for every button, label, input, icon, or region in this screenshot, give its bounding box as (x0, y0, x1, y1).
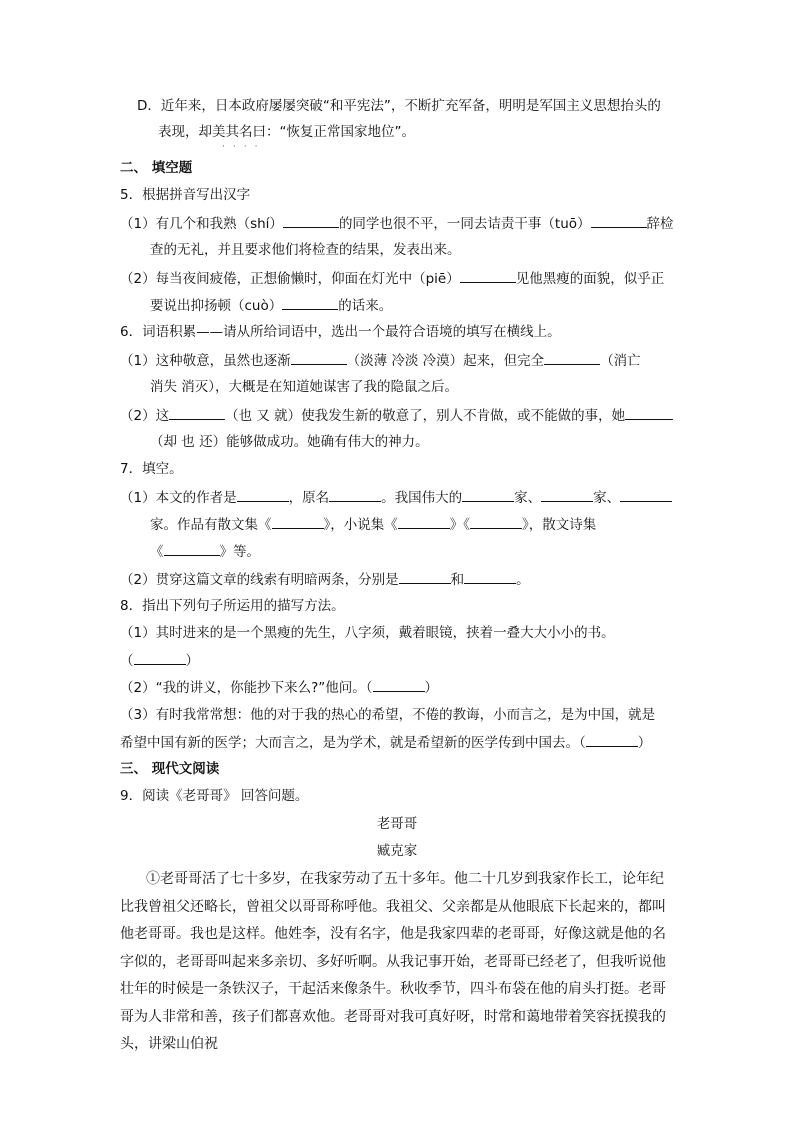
q5-title: 5．根据拼音写出汉字 (120, 187, 251, 203)
answer-blank[interactable] (586, 732, 638, 747)
answer-blank[interactable] (398, 514, 450, 529)
q7-sub1 (120, 487, 672, 508)
answer-blank[interactable] (620, 487, 672, 502)
q5-s2-line2-text-a: 要说出抑扬顿（cuò） (150, 298, 283, 314)
q6-title: 6．词语积累——请从所给词语中，选出一个最符合语境的填写在横线上。 (120, 324, 561, 340)
q8-sub3-line1: （3）有时我常常想：他的对于我的热心的希望，不倦的教诲，小而言之，是为中国，就是 (120, 707, 656, 723)
paren-open: （ (365, 680, 373, 696)
answer-blank[interactable] (541, 487, 593, 502)
answer-blank[interactable] (169, 405, 225, 420)
q6-sub1 (120, 350, 641, 371)
q5-s2-line2-text-b: 的话来。 (338, 298, 393, 314)
paren-close: ） (424, 680, 438, 696)
answer-blank[interactable] (272, 514, 324, 529)
answer-blank[interactable] (460, 268, 516, 283)
q5-sub2 (120, 268, 664, 289)
answer-blank[interactable] (291, 350, 347, 365)
answer-blank[interactable] (464, 569, 516, 584)
answer-blank[interactable] (544, 350, 600, 365)
q8-title: 8．指出下列句子所运用的描写方法。 (120, 598, 345, 614)
q8-sub1: （1）其时进来的是一个黑瘦的先生，八字须，戴着眼镜，挟着一叠大大小小的书。 (120, 625, 615, 641)
q7-s1-text-e: 家、 (593, 490, 621, 506)
q7-s1-text-a: （1）本文的作者是 (120, 490, 237, 506)
q6-s1-text-b: （淡薄 冷淡 冷漠）起来，但完全 (346, 353, 545, 369)
q8-sub2 (120, 677, 438, 698)
q7-sub1-line2 (150, 514, 596, 535)
q7-s2-text-b: 和 (450, 572, 465, 588)
section-3-title: 三、 现代文阅读 (120, 761, 220, 777)
q5-s2-text-a: （2）每当夜间疲倦，正想偷懒时，仰面在灯光中（piē） (120, 271, 460, 287)
paren-open: （ (120, 653, 134, 669)
q7-s1-line2-text-d: 》，散文诗集 (522, 517, 597, 533)
paren-close: ） (185, 653, 199, 669)
q5-s1-text-b: 的同学也很不平，一同去诘责干事（tuō） (338, 216, 591, 232)
q7-s2-text-c: 。 (516, 572, 530, 588)
article-paragraph-1: ①老哥哥活了七十多岁，在我家劳动了五十多年。他二十几岁到我家作长工，论年纪比我曾祖父还略长，曾祖父以哥哥称呼他。我祖父、父亲都是从他眼底下长起来的，都叫他老哥哥。我也是这样。他姓李，没有名字，他是我家四辈的老哥哥，好像这就是他的名字似的，老哥哥叫起来多亲切、多好听啊。从我记事开始，老哥哥已经老了，但我听说他壮年的时候是一条铁汉子，干起活来像条牛。秋收季节，四斗布袋在他的肩头打挺。老哥哥为人非常和善，孩子们都喜欢他。老哥哥对我可真好呀，时常和蔼地带着笑容抚摸我的头，讲梁山伯祝 (120, 871, 666, 1052)
q8-sub1-answer (120, 650, 199, 671)
q7-s1-text-b: ，原名 (288, 490, 330, 506)
q7-s1-line3-text-a: 《 (150, 544, 164, 560)
q5-s1-text-c: 辞检 (646, 216, 674, 232)
answer-blank[interactable] (591, 213, 647, 228)
q6-s2-text-a: （2）这 (120, 408, 170, 424)
q8-s3-line2-text: 希望中国有新的医学；大而言之，是为学术，就是希望新的医学传到中国去。 (120, 735, 579, 751)
paren-close: ） (637, 735, 652, 751)
q7-s1-line2-text-a: 家。作品有散文集《 (150, 517, 272, 533)
q7-s1-text-c: 。我国伟大的 (381, 490, 463, 506)
q6-sub2-line2: （却 也 还）能够做成功。她确有伟大的神力。 (150, 434, 429, 450)
q5-sub2-line2 (150, 295, 392, 316)
article-title: 老哥哥 (376, 816, 418, 832)
q6-s2-text-b: （也 又 就）使我发生新的敬意了，别人不肯做，或不能做的事，她 (225, 408, 626, 424)
section-2-title: 二、 填空题 (120, 160, 193, 176)
q4-option-d-line2: 表现，却美其名曰：“恢复正常国家地位”。 (158, 124, 415, 140)
q5-sub1-line2: 查的无礼，并且要求他们将检查的结果，发表出来。 (150, 242, 461, 258)
answer-blank[interactable] (237, 487, 289, 502)
q9-title: 9．阅读《老哥哥》 回答问题。 (120, 788, 309, 804)
answer-blank[interactable] (134, 650, 186, 665)
q6-s1-text-a: （1）这种敬意，虽然也逐渐 (120, 353, 291, 369)
q5-sub1 (120, 213, 674, 234)
answer-blank[interactable] (373, 677, 425, 692)
q7-s1-line2-text-c: 》《 (449, 517, 470, 533)
q8-sub3-line2 (120, 732, 651, 753)
emphasis-dots: ···· (222, 142, 266, 152)
answer-blank[interactable] (625, 405, 673, 420)
q8-s2-text: （2）“我的讲义，你能抄下来么?”他问。 (120, 680, 366, 696)
answer-blank[interactable] (399, 569, 451, 584)
q7-sub1-line3 (150, 541, 260, 562)
q7-title: 7．填空。 (120, 461, 183, 477)
q7-s2-text-a: （2）贯穿这篇文章的线索有明暗两条，分别是 (120, 572, 399, 588)
answer-blank[interactable] (470, 514, 522, 529)
q6-sub2 (120, 405, 673, 426)
q6-sub1-line2: 消失 消灭），大概是在知道她谋害了我的隐鼠之后。 (150, 379, 459, 395)
answer-blank[interactable] (329, 487, 381, 502)
answer-blank[interactable] (164, 541, 220, 556)
q5-s2-text-b: 见他黑瘦的面貌，似乎正 (515, 271, 665, 287)
q7-s1-line3-text-b: 》等。 (219, 544, 260, 560)
q7-s1-line2-text-b: 》，小说集《 (323, 517, 398, 533)
q5-s1-text-a: （1）有几个和我熟（shí） (120, 216, 283, 232)
q7-s1-text-d: 家、 (514, 490, 542, 506)
article-author: 臧克家 (376, 843, 418, 859)
answer-blank[interactable] (462, 487, 514, 502)
q7-sub2 (120, 569, 530, 590)
answer-blank[interactable] (283, 213, 339, 228)
answer-blank[interactable] (282, 295, 338, 310)
q4-option-d-line1: D．近年来，日本政府屡屡突破“和平宪法”，不断扩充军备，明明是军国主义思想抬头的 (137, 98, 661, 114)
q6-s1-text-c: （消亡 (600, 353, 641, 369)
paren-open: （ (579, 735, 586, 751)
